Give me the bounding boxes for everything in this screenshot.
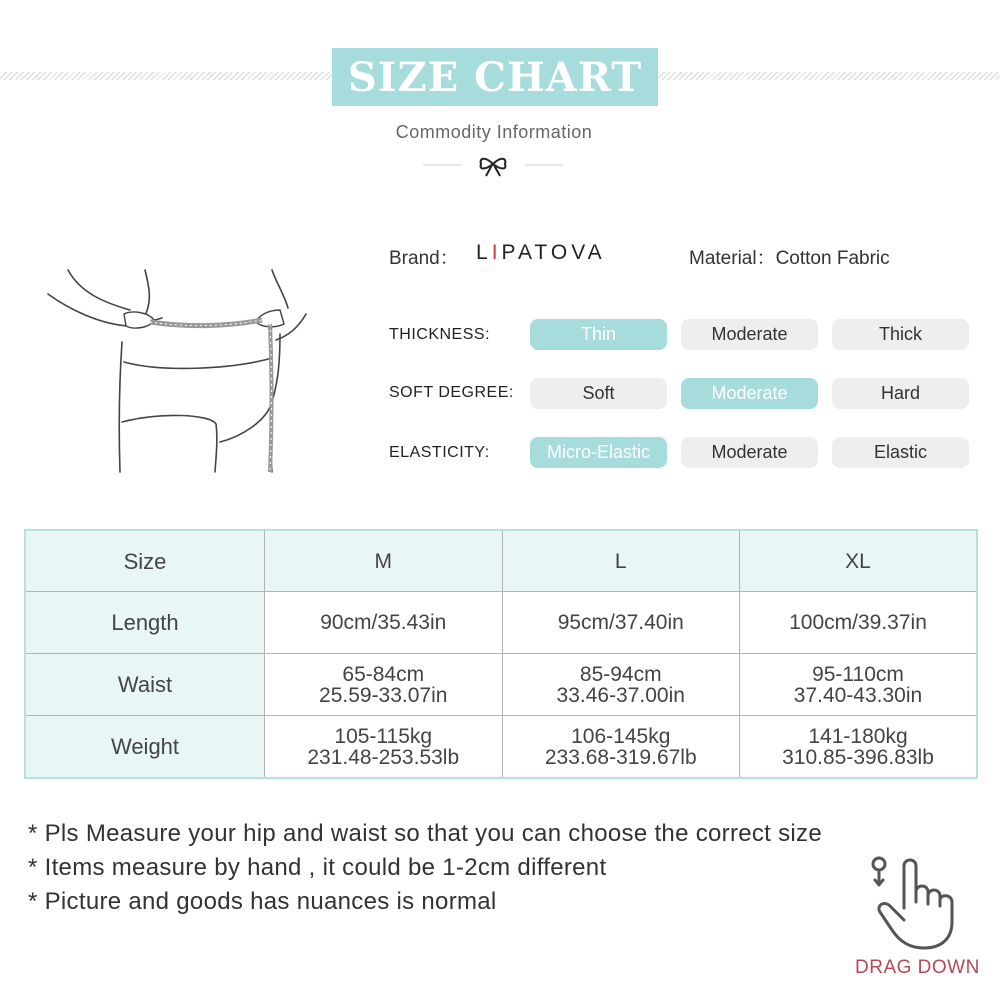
material-info: Material：Cotton Fabric (689, 248, 890, 269)
soft-degree-option-soft: Soft (530, 378, 667, 409)
elasticity-option-micro-elastic: Micro-Elastic (530, 437, 667, 468)
note-item: * Items measure by hand , it could be 1-2cm different (28, 854, 607, 881)
table-cell: 85-94cm 33.46-37.00in (502, 654, 740, 716)
subtitle: Commodity Information (395, 122, 593, 142)
table-row (25, 716, 977, 779)
table-cell: 106-145kg 233.68-319.67lb (502, 716, 740, 779)
table-header-cell: M (265, 530, 503, 592)
thickness-option-thin: Thin (530, 319, 667, 350)
page-title: SIZE CHART (332, 48, 658, 106)
thickness-label: THICKNESS: (389, 326, 491, 343)
thickness-option-moderate: Moderate (681, 319, 818, 350)
notes-list (28, 818, 822, 920)
elasticity-option-elastic: Elastic (832, 437, 969, 468)
brand-logo: LIPATOVA (476, 241, 606, 264)
table-cell: 141-180kg 310.85-396.83lb (740, 716, 978, 779)
header-divider-right (658, 72, 1000, 80)
table-row (25, 654, 977, 716)
header-divider-left (0, 72, 332, 80)
table-row (25, 592, 977, 654)
table-header-cell: Size (25, 530, 265, 592)
table-cell: 90cm/35.43in (265, 592, 503, 654)
table-cell: 105-115kg 231.48-253.53lb (265, 716, 503, 779)
soft-degree-option-hard: Hard (832, 378, 969, 409)
waist-measure-illustration (40, 262, 320, 477)
size-table (24, 529, 978, 779)
row-label: Length (25, 592, 265, 654)
thickness-option-thick: Thick (832, 319, 969, 350)
table-cell: 65-84cm 25.59-33.07in (265, 654, 503, 716)
pointing-hand-icon[interactable] (866, 852, 966, 952)
bow-ornament-icon (423, 152, 563, 182)
drag-down-label: DRAG DOWN (855, 957, 980, 978)
note-item: * Pls Measure your hip and waist so that you can choose the correct size (28, 820, 822, 847)
table-cell: 100cm/39.37in (740, 592, 978, 654)
table-header-row (25, 530, 977, 592)
brand-label: Brand： (389, 248, 459, 269)
row-label: Waist (25, 654, 265, 716)
soft-degree-option-moderate: Moderate (681, 378, 818, 409)
table-header-cell: XL (740, 530, 978, 592)
soft-degree-label: SOFT DEGREE: (389, 384, 514, 401)
note-item: * Picture and goods has nuances is normal (28, 888, 497, 915)
table-header-cell: L (502, 530, 740, 592)
table-cell: 95cm/37.40in (502, 592, 740, 654)
elasticity-label: ELASTICITY: (389, 444, 490, 461)
elasticity-option-moderate: Moderate (681, 437, 818, 468)
row-label: Weight (25, 716, 265, 779)
table-cell: 95-110cm 37.40-43.30in (740, 654, 978, 716)
